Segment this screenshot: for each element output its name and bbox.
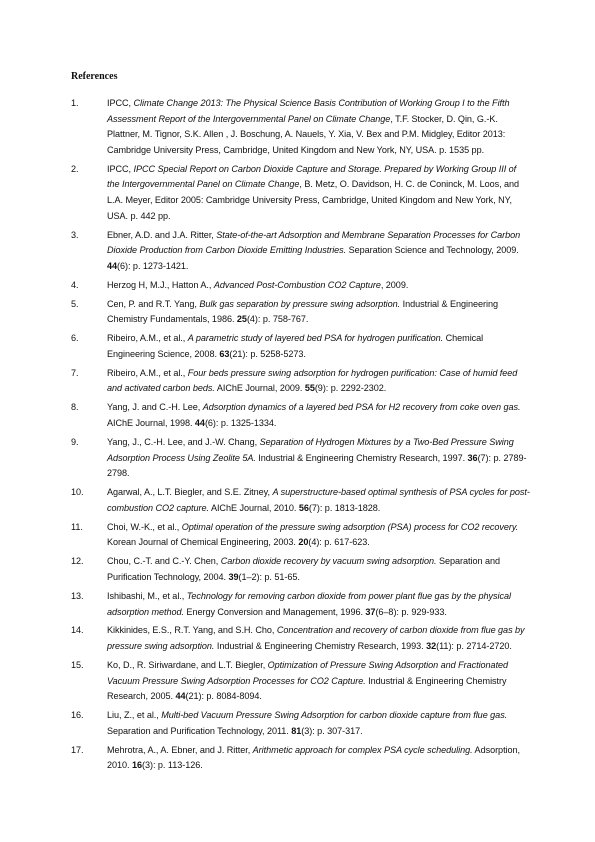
reference-authors: Cen, P. and R.T. Yang, (107, 298, 200, 309)
reference-item (71, 554, 531, 585)
reference-authors: Liu, Z., et al., (107, 710, 162, 721)
reference-details: (11): p. 2714-2720. (436, 641, 512, 652)
reference-source: Adsorption, 2010. (107, 744, 521, 771)
reference-authors: Ebner, A.D. and J.A. Ritter, (107, 229, 217, 240)
reference-source: Korean Journal of Chemical Engineering, 2003. (107, 537, 299, 548)
reference-number: 4. (71, 279, 79, 290)
reference-title: Optimization of Pressure Swing Adsorption and Fractionated Vacuum Pressure Swing Adsorption Processes for CO2 Capture. (107, 660, 509, 686)
reference-number: 12. (71, 556, 84, 567)
reference-number: 8. (71, 402, 79, 413)
reference-details: (3): p. 113-126. (142, 760, 203, 771)
reference-details: , T.F. Stocker, D. Qin, G.-K. Plattner, M. Tignor, S.K. Allen , J. Boschung, A. Nauels, Y. Xia, V. Bex and P.M. Midgley, Editor 2013: Cambridge University Press, Cambridge, United Kingdom and New York, NY, USA. p. 1535 pp. (107, 113, 506, 155)
reference-item (71, 708, 531, 739)
reference-volume: 63 (219, 348, 230, 359)
reference-title: Four beds pressure swing adsorption for hydrogen purification: Case of humid feed and activated carbon beds. (107, 367, 518, 394)
reference-authors: IPCC, (107, 98, 134, 108)
reference-source: Separation and Purification Technology, 2004. (107, 556, 500, 582)
reference-number: 14. (71, 625, 84, 636)
reference-details: , B. Metz, O. Davidson, H. C. de Coninck, M. Loos, and L.A. Meyer, Editor 2005: Cambridge University Press, Cambridge, United Kingdom and New York, NY, USA. p. 442 pp. (107, 179, 520, 221)
reference-authors: Ribeiro, A.M., et al., (107, 367, 188, 378)
reference-details: (4): p. 758-767. (246, 314, 309, 325)
reference-authors: Choi, W.-K., et al., (107, 521, 182, 532)
reference-number: 1. (71, 98, 79, 108)
reference-number: 15. (71, 660, 84, 671)
reference-title: Adsorption dynamics of a layered bed PSA for H2 recovery from coke oven gas. (202, 402, 521, 413)
reference-title: Climate Change 2013: The Physical Science Basis Contribution of Working Group I to the Fifth Assessment Report of the Intergovernmental Panel on Climate Change (107, 98, 510, 124)
reference-details: (1–2): p. 51-65. (238, 571, 300, 582)
reference-source: Industrial & Engineering Chemistry Research, 1997. (255, 452, 468, 463)
reference-volume: 16 (131, 760, 142, 771)
reference-list (71, 96, 531, 777)
reference-number: 3. (71, 229, 79, 240)
reference-authors: Yang, J. and C.-H. Lee, (107, 402, 203, 413)
reference-item (71, 278, 531, 294)
reference-item (71, 96, 531, 158)
reference-title: Arithmetic approach for complex PSA cycle scheduling. (252, 744, 473, 755)
reference-details: , 2009. (380, 279, 409, 290)
reference-item (71, 366, 531, 397)
reference-volume: 44 (175, 691, 186, 702)
reference-source: Energy Conversion and Management, 1996. (183, 606, 366, 617)
reference-number: 2. (71, 163, 79, 174)
reference-volume: 36 (467, 452, 478, 463)
reference-volume: 25 (236, 314, 247, 325)
reference-volume: 20 (298, 537, 309, 548)
reference-item (71, 520, 531, 551)
reference-title: Concentration and recovery of carbon dioxide from flue gas by pressure swing adsorption. (107, 625, 525, 652)
reference-title: Advanced Post-Combustion CO2 Capture (213, 279, 381, 290)
reference-volume: 81 (291, 725, 302, 736)
reference-details: (3): p. 307-317. (301, 725, 363, 736)
reference-item (71, 743, 531, 774)
reference-title: IPCC Special Report on Carbon Dioxide Capture and Storage. Prepared by Working Group III of the Intergovernmental Panel on Climate Change (107, 163, 517, 190)
reference-authors: Ishibashi, M., et al., (107, 590, 187, 601)
reference-title: Bulk gas separation by pressure swing adsorption. (199, 298, 401, 309)
references-heading: References (71, 71, 118, 82)
reference-item (71, 435, 531, 482)
reference-details: (21): p. 8084-8094. (185, 691, 262, 702)
reference-number: 17. (71, 744, 84, 755)
reference-authors: IPCC, (107, 163, 134, 174)
reference-source: Industrial & Engineering Chemistry Research, 2005. (107, 675, 507, 702)
reference-authors: Kikkinides, E.S., R.T. Yang, and S.H. Cho, (107, 625, 277, 636)
reference-title: Multi-bed Vacuum Pressure Swing Adsorption for carbon dioxide capture from flue gas. (161, 710, 508, 721)
reference-source: Separation and Purification Technology, 2011. (107, 725, 292, 736)
reference-details: (6–8): p. 929-933. (375, 606, 447, 617)
reference-authors: Ko, D., R. Siriwardane, and L.T. Biegler, (107, 660, 268, 671)
reference-number: 10. (71, 487, 84, 498)
reference-authors: Chou, C.-T. and C.-Y. Chen, (107, 556, 221, 567)
reference-item (71, 400, 531, 431)
reference-item (71, 331, 531, 362)
reference-source: Chemical Engineering Science, 2008. (107, 333, 484, 359)
reference-source: AIChE Journal, 1998. (107, 418, 195, 429)
reference-details: (6): p. 1273-1421. (117, 260, 189, 271)
reference-details: (4): p. 617-623. (308, 537, 370, 548)
reference-title: Optimal operation of the pressure swing adsorption (PSA) process for CO2 recovery. (181, 521, 519, 532)
reference-item (71, 297, 531, 328)
reference-source: Separation Science and Technology, 2009. (346, 245, 519, 256)
reference-volume: 44 (194, 418, 205, 429)
reference-details: (7): p. 1813-1828. (308, 502, 381, 513)
reference-details: (6): p. 1325-1334. (204, 418, 277, 429)
reference-authors: Mehrotra, A., A. Ebner, and J. Ritter, (107, 744, 253, 755)
reference-number: 7. (71, 367, 79, 378)
reference-volume: 55 (304, 383, 315, 394)
reference-details: (7): p. 2789-2798. (107, 452, 527, 479)
reference-number: 11. (71, 521, 83, 532)
reference-source: AIChE Journal, 2010. (208, 502, 299, 513)
reference-details: (21): p. 5258-5273. (229, 348, 306, 359)
reference-source: AIChE Journal, 2009. (214, 383, 305, 394)
reference-authors: Yang, J., C.-H. Lee, and J.-W. Chang, (107, 437, 260, 447)
reference-number: 6. (71, 333, 79, 344)
reference-item (71, 623, 531, 654)
reference-volume: 44 (107, 260, 118, 271)
reference-title: Separation of Hydrogen Mixtures by a Two-Bed Pressure Swing Adsorption Process Using Zeolite 5A. (107, 437, 514, 463)
reference-volume: 37 (365, 606, 376, 617)
reference-number: 9. (71, 437, 79, 447)
reference-item (71, 162, 531, 224)
reference-number: 16. (71, 710, 84, 721)
reference-volume: 39 (228, 571, 239, 582)
reference-title: A superstructure-based optimal synthesis of PSA cycles for post-combustion CO2 capture. (107, 487, 530, 513)
reference-item (71, 658, 531, 705)
reference-number: 5. (71, 298, 79, 309)
reference-source: Industrial & Engineering Chemistry Fundamentals, 1986. (107, 298, 498, 325)
reference-item (71, 485, 531, 516)
reference-authors: Agarwal, A., L.T. Biegler, and S.E. Zitney, (107, 487, 273, 498)
reference-source: Industrial & Engineering Chemistry Research, 1993. (214, 641, 427, 652)
reference-title: A parametric study of layered bed PSA for hydrogen purification. (187, 333, 444, 344)
reference-number: 13. (71, 590, 84, 601)
reference-authors: Herzog H, M.J., Hatton A., (107, 279, 214, 290)
reference-item (71, 589, 531, 620)
reference-volume: 32 (426, 641, 437, 652)
reference-item (71, 228, 531, 275)
reference-authors: Ribeiro, A.M., et al., (107, 333, 188, 344)
reference-title: Carbon dioxide recovery by vacuum swing adsorption. (220, 556, 437, 567)
reference-details: (9): p. 2292-2302. (314, 383, 387, 394)
reference-title: Technology for removing carbon dioxide from power plant flue gas by the physical adsorption method. (107, 590, 511, 617)
reference-title: State-of-the-art Adsorption and Membrane Separation Processes for Carbon Dioxide Production from Carbon Dioxide Emitting Industries. (107, 229, 521, 256)
reference-volume: 56 (298, 502, 309, 513)
